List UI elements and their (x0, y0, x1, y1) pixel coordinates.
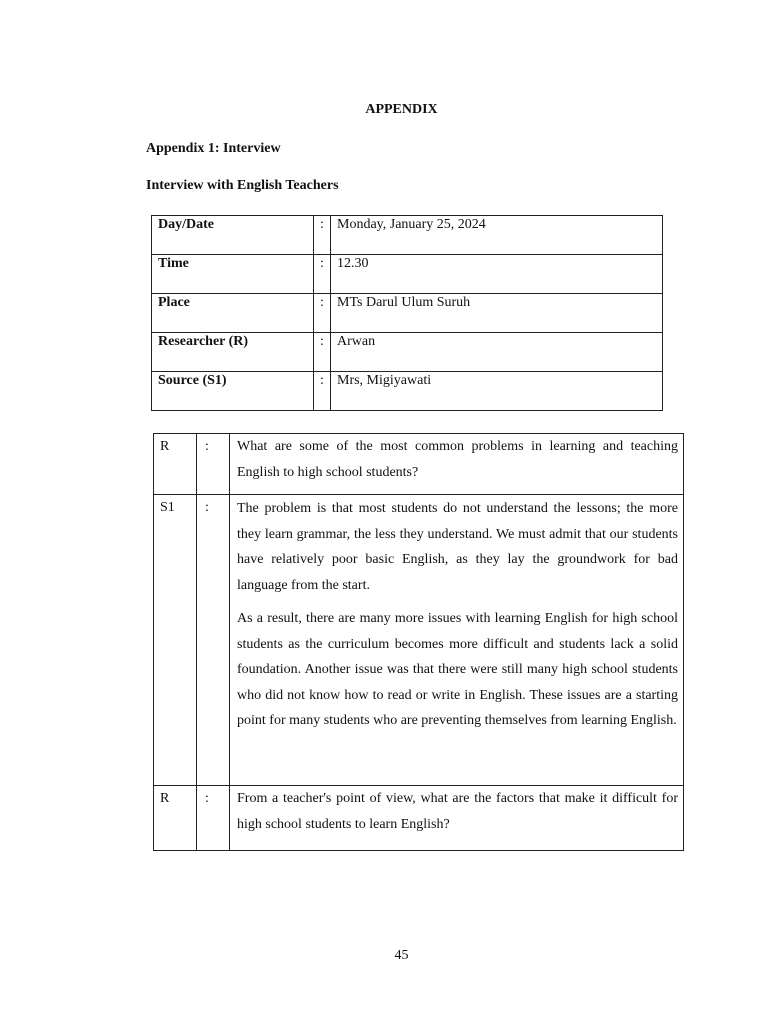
dialogue-colon: : (197, 434, 230, 495)
page-title: APPENDIX (365, 102, 438, 117)
dialogue-colon: : (197, 495, 230, 786)
interview-info-table (151, 215, 663, 411)
info-value: MTs Darul Ulum Suruh (331, 294, 663, 333)
speaker-label: R (154, 434, 197, 495)
dialogue-content (230, 495, 684, 786)
dialogue-content (230, 434, 684, 495)
info-label: Day/Date (152, 216, 314, 255)
dialogue-content (230, 786, 684, 851)
dialogue-row-question (154, 786, 684, 851)
info-row-researcher (152, 333, 663, 372)
info-colon: : (314, 372, 331, 411)
info-row-place (152, 294, 663, 333)
info-label: Source (S1) (152, 372, 314, 411)
interview-dialogue-table (153, 433, 684, 851)
info-row-source (152, 372, 663, 411)
interview-heading: Interview with English Teachers (146, 178, 339, 193)
info-colon: : (314, 255, 331, 294)
info-label: Researcher (R) (152, 333, 314, 372)
dialogue-row-answer (154, 495, 684, 786)
info-colon: : (314, 294, 331, 333)
speaker-label: R (154, 786, 197, 851)
info-value: Arwan (331, 333, 663, 372)
speaker-label: S1 (154, 495, 197, 786)
info-label: Time (152, 255, 314, 294)
info-value: 12.30 (331, 255, 663, 294)
appendix-heading: Appendix 1: Interview (146, 141, 281, 156)
info-row-date (152, 216, 663, 255)
dialogue-paragraph: As a result, there are many more issues with learning English for high school students as the curriculum becomes more difficult and students lack a solid foundation. Another issue was that there were still many high school students who did not know how to read or write in English. These issues are a starting point for many students who are preventing themselves from learning English. (237, 611, 678, 728)
info-label: Place (152, 294, 314, 333)
info-value: Monday, January 25, 2024 (331, 216, 663, 255)
info-row-time (152, 255, 663, 294)
dialogue-paragraph: From a teacher's point of view, what are the factors that make it difficult for high school students to learn English? (237, 791, 678, 832)
dialogue-paragraph: The problem is that most students do not understand the lessons; the more they learn grammar, the less they understand. We must admit that our students have relatively poor basic English, as they lay the groundwork for bad language from the start. (237, 501, 678, 593)
info-value: Mrs, Migiyawati (331, 372, 663, 411)
dialogue-paragraph: What are some of the most common problems in learning and teaching English to high school students? (237, 439, 678, 480)
info-colon: : (314, 216, 331, 255)
info-colon: : (314, 333, 331, 372)
dialogue-row-question (154, 434, 684, 495)
dialogue-colon: : (197, 786, 230, 851)
page-number: 45 (394, 948, 409, 963)
